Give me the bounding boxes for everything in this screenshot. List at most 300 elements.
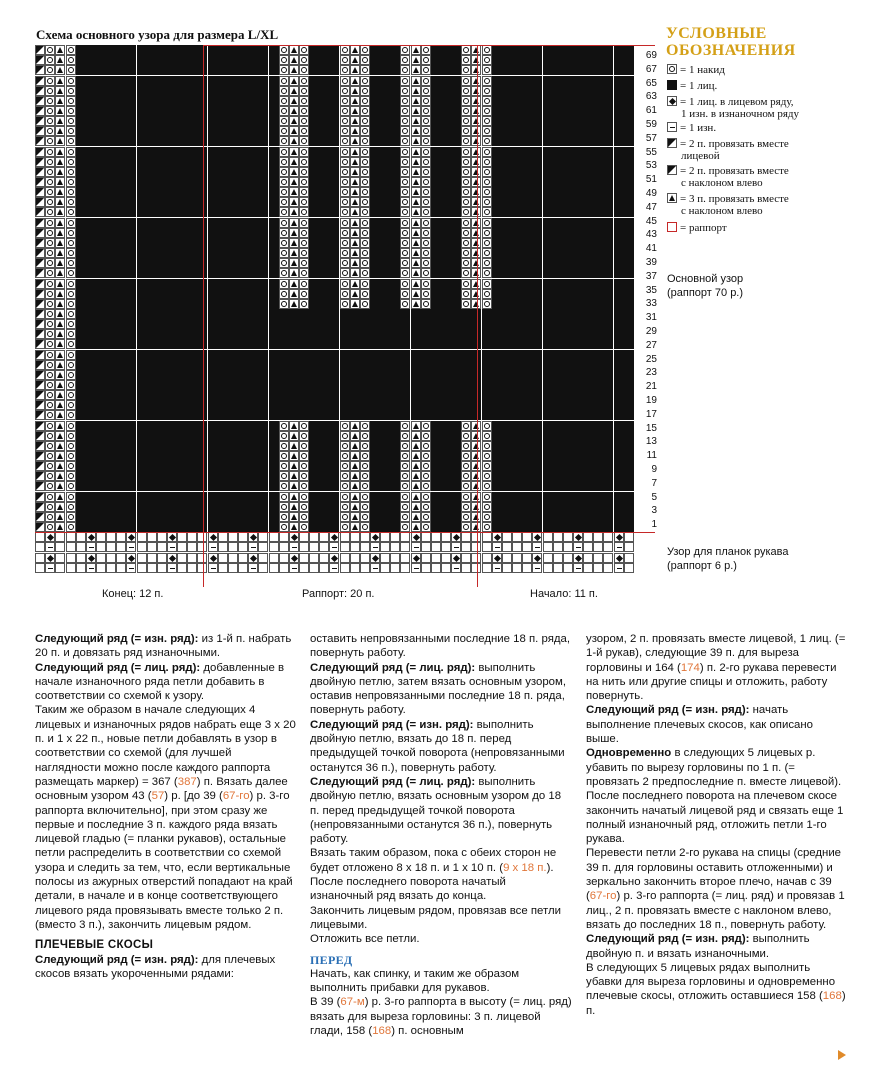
blank-stitch (147, 542, 157, 552)
knit-stitch (563, 197, 573, 207)
yarn-over (45, 187, 55, 197)
knit-stitch (532, 339, 542, 349)
knit-stitch (441, 76, 451, 86)
knit-stitch (360, 339, 370, 349)
knit-stitch (431, 289, 441, 299)
knit-stitch (593, 421, 603, 431)
knit-stitch (502, 177, 512, 187)
yarn-over (360, 228, 370, 238)
yarn-over (45, 360, 55, 370)
yarn-over (421, 451, 431, 461)
yarn-over (45, 299, 55, 309)
knit-stitch (340, 410, 350, 420)
knit-stitch (603, 96, 613, 106)
knit-stitch (96, 471, 106, 481)
knit-stitch (573, 126, 583, 136)
knit-stitch (461, 410, 471, 420)
knit-stitch (390, 207, 400, 217)
knit-stitch (258, 248, 268, 258)
knit-stitch (451, 421, 461, 431)
knit-stitch (573, 65, 583, 75)
knit-stitch (431, 218, 441, 228)
knit-stitch (593, 309, 603, 319)
knit-stitch (279, 390, 289, 400)
knit-stitch (177, 167, 187, 177)
knit-stitch (583, 441, 593, 451)
three-together (55, 147, 65, 157)
yarn-over (421, 96, 431, 106)
knit-stitch (258, 76, 268, 86)
knit-stitch (502, 55, 512, 65)
knit-stitch (116, 289, 126, 299)
knit-stitch (603, 218, 613, 228)
knit-stitch (614, 126, 624, 136)
three-together (55, 86, 65, 96)
blank-stitch (96, 553, 106, 563)
row-number: 11 (646, 450, 657, 462)
knit-stitch (431, 86, 441, 96)
knit-stitch (451, 319, 461, 329)
yarn-over (45, 380, 55, 390)
yarn-over (66, 502, 76, 512)
blank-stitch (461, 532, 471, 542)
blank-stitch (390, 532, 400, 542)
knit-stitch (360, 380, 370, 390)
knit-stitch (187, 309, 197, 319)
knit-stitch (228, 471, 238, 481)
knit-stitch (248, 218, 258, 228)
knit-stitch (492, 360, 502, 370)
knit-stitch (137, 197, 147, 207)
blank-stitch (603, 532, 613, 542)
knit-stitch (329, 512, 339, 522)
yarn-over (45, 116, 55, 126)
knit-stitch (512, 248, 522, 258)
yarn-over (299, 299, 309, 309)
knit-stitch (421, 339, 431, 349)
knit-stitch (614, 248, 624, 258)
knit-stitch (573, 218, 583, 228)
yarn-over (482, 86, 492, 96)
blank-stitch (543, 563, 553, 573)
knit-stitch (624, 481, 634, 491)
knit-stitch (370, 451, 380, 461)
knit-stitch (563, 177, 573, 187)
knit-stitch (147, 268, 157, 278)
knit-stitch (390, 96, 400, 106)
yarn-over (421, 248, 431, 258)
knit-stitch (309, 65, 319, 75)
knit-stitch (624, 492, 634, 502)
knit-stitch (461, 370, 471, 380)
yarn-over (482, 177, 492, 187)
knit-stitch (492, 238, 502, 248)
knit-stitch (563, 492, 573, 502)
knit-stitch (76, 147, 86, 157)
knit-stitch (390, 350, 400, 360)
knit-stitch (431, 431, 441, 441)
blank-stitch (258, 542, 268, 552)
yarn-over (299, 248, 309, 258)
knit-stitch (238, 512, 248, 522)
knit-stitch (603, 309, 613, 319)
knit-stitch (329, 157, 339, 167)
yarn-over (461, 512, 471, 522)
knit-stitch (502, 522, 512, 532)
knit-stitch (319, 116, 329, 126)
knit-stitch (461, 400, 471, 410)
yarn-over (66, 289, 76, 299)
yarn-over (400, 147, 410, 157)
knit-stitch (624, 207, 634, 217)
knit-stitch (451, 268, 461, 278)
knit-purl-stitch (126, 532, 136, 542)
yarn-over (482, 197, 492, 207)
knit-stitch (583, 76, 593, 86)
knit-stitch (279, 350, 289, 360)
knit-stitch (126, 258, 136, 268)
knit-stitch (177, 309, 187, 319)
knit-stitch (573, 228, 583, 238)
three-together (55, 309, 65, 319)
knit-stitch (167, 481, 177, 491)
knit-stitch (593, 522, 603, 532)
knit-stitch (126, 390, 136, 400)
knit-stitch (532, 177, 542, 187)
knit-stitch (76, 167, 86, 177)
knit-stitch (218, 268, 228, 278)
knit-stitch (147, 522, 157, 532)
three-together (289, 299, 299, 309)
knit-stitch (289, 360, 299, 370)
three-together (411, 218, 421, 228)
knit-stitch (614, 228, 624, 238)
knit-stitch (451, 116, 461, 126)
knit-stitch (543, 431, 553, 441)
yarn-over (461, 187, 471, 197)
knit-stitch (451, 370, 461, 380)
knit-stitch (522, 410, 532, 420)
knit-stitch (522, 380, 532, 390)
yarn-over (360, 421, 370, 431)
knit-stitch (441, 116, 451, 126)
knit-stitch (86, 167, 96, 177)
knit-stitch (532, 319, 542, 329)
knit-stitch (218, 187, 228, 197)
knit-stitch (279, 370, 289, 380)
knit-stitch (522, 238, 532, 248)
knit-stitch (522, 126, 532, 136)
blank-stitch (55, 563, 65, 573)
yarn-over (45, 502, 55, 512)
knit-stitch (76, 431, 86, 441)
knit-stitch (553, 299, 563, 309)
knit-stitch (116, 410, 126, 420)
yarn-over (461, 116, 471, 126)
yarn-over (279, 451, 289, 461)
knit-stitch (106, 360, 116, 370)
knit-stitch (269, 339, 279, 349)
knit-stitch (451, 400, 461, 410)
knit-stitch (269, 279, 279, 289)
blank-stitch (116, 532, 126, 542)
knit-stitch (532, 86, 542, 96)
knit-stitch (86, 421, 96, 431)
yarn-over (421, 197, 431, 207)
knit-stitch (248, 96, 258, 106)
knit-stitch (208, 76, 218, 86)
knit-stitch (441, 299, 451, 309)
knit-stitch (86, 197, 96, 207)
knit-stitch (329, 248, 339, 258)
label-end: Конец: 12 п. (102, 588, 164, 600)
knit-stitch (137, 451, 147, 461)
three-together (289, 228, 299, 238)
knit-stitch (370, 329, 380, 339)
knit-stitch (319, 522, 329, 532)
knit-stitch (228, 522, 238, 532)
knit-stitch (624, 136, 634, 146)
blank-stitch (309, 542, 319, 552)
knit-stitch (451, 309, 461, 319)
knit-stitch (624, 218, 634, 228)
blank-stitch (106, 553, 116, 563)
continue-arrow-icon (838, 1050, 846, 1060)
knit-stitch (96, 218, 106, 228)
knit-stitch (370, 258, 380, 268)
three-together (350, 512, 360, 522)
knit-stitch (157, 339, 167, 349)
knit-stitch (593, 147, 603, 157)
three-together (350, 197, 360, 207)
knit-stitch (532, 65, 542, 75)
knit-stitch (522, 471, 532, 481)
knit-stitch (492, 400, 502, 410)
knit-purl-stitch (573, 553, 583, 563)
knit-stitch (157, 502, 167, 512)
knit-stitch (532, 421, 542, 431)
knit-stitch (96, 512, 106, 522)
knit-stitch (157, 187, 167, 197)
yarn-over (461, 197, 471, 207)
knit-stitch (319, 421, 329, 431)
knit-stitch (208, 370, 218, 380)
knit-stitch (532, 410, 542, 420)
knit-stitch (116, 339, 126, 349)
knit-stitch (177, 65, 187, 75)
yarn-over (66, 197, 76, 207)
knit-stitch (126, 461, 136, 471)
blank-stitch (106, 542, 116, 552)
knit-stitch (492, 177, 502, 187)
knit-stitch (319, 431, 329, 441)
knit-stitch (228, 400, 238, 410)
yarn-over (421, 106, 431, 116)
yarn-over (340, 471, 350, 481)
knit-stitch (96, 289, 106, 299)
knit-stitch (614, 55, 624, 65)
two-together-left (35, 421, 45, 431)
knit-stitch (248, 177, 258, 187)
knit-stitch (299, 380, 309, 390)
three-together (55, 279, 65, 289)
knit-stitch (218, 65, 228, 75)
yarn-over (45, 76, 55, 86)
knit-stitch (238, 187, 248, 197)
knit-stitch (512, 400, 522, 410)
yarn-over (299, 65, 309, 75)
knit-stitch (96, 207, 106, 217)
knit-stitch (593, 65, 603, 75)
knit-stitch (96, 157, 106, 167)
knit-stitch (208, 421, 218, 431)
knit-stitch (553, 207, 563, 217)
three-together (55, 492, 65, 502)
knit-stitch (543, 248, 553, 258)
knit-stitch (390, 238, 400, 248)
knit-stitch (269, 492, 279, 502)
knit-stitch (96, 136, 106, 146)
knit-stitch (238, 451, 248, 461)
knit-stitch (208, 55, 218, 65)
blank-stitch (502, 553, 512, 563)
knit-stitch (553, 400, 563, 410)
yarn-over (421, 492, 431, 502)
two-together-left (35, 177, 45, 187)
knit-stitch (573, 279, 583, 289)
knit-stitch (614, 187, 624, 197)
three-together (55, 502, 65, 512)
purl-stitch (126, 563, 136, 573)
knit-stitch (461, 319, 471, 329)
knit-stitch (228, 299, 238, 309)
three-together (411, 289, 421, 299)
knit-stitch (319, 329, 329, 339)
knit-stitch (583, 410, 593, 420)
knit-stitch (177, 400, 187, 410)
three-together (289, 167, 299, 177)
knit-stitch (543, 268, 553, 278)
three-together (411, 451, 421, 461)
knit-stitch (380, 167, 390, 177)
knit-purl-stitch (86, 532, 96, 542)
knit-stitch (228, 157, 238, 167)
knit-stitch (441, 248, 451, 258)
knit-stitch (157, 45, 167, 55)
yarn-over (45, 279, 55, 289)
knit-stitch (218, 471, 228, 481)
yarn-over (340, 451, 350, 461)
knit-stitch (340, 319, 350, 329)
knit-stitch (319, 177, 329, 187)
knit-stitch (228, 218, 238, 228)
knit-stitch (543, 512, 553, 522)
knit-stitch (441, 45, 451, 55)
knit-stitch (76, 86, 86, 96)
row-number: 61 (645, 105, 657, 117)
purl-stitch (451, 563, 461, 573)
knit-stitch (167, 136, 177, 146)
knit-stitch (512, 45, 522, 55)
yarn-over (45, 410, 55, 420)
blank-stitch (76, 563, 86, 573)
yarn-over (400, 136, 410, 146)
knit-stitch (269, 461, 279, 471)
knit-stitch (116, 258, 126, 268)
yarn-over (66, 157, 76, 167)
knit-stitch (451, 451, 461, 461)
knit-stitch (512, 197, 522, 207)
knit-stitch (543, 218, 553, 228)
yarn-over (400, 238, 410, 248)
two-together-left (35, 207, 45, 217)
blank-stitch (55, 532, 65, 542)
knit-stitch (76, 461, 86, 471)
yarn-over (45, 258, 55, 268)
knit-stitch (106, 207, 116, 217)
knit-stitch (96, 147, 106, 157)
knit-purl-stitch (289, 553, 299, 563)
two-together-left (35, 390, 45, 400)
knit-stitch (167, 86, 177, 96)
knit-stitch (411, 360, 421, 370)
knit-stitch (106, 238, 116, 248)
yarn-over (482, 157, 492, 167)
knit-stitch (553, 441, 563, 451)
knit-stitch (512, 461, 522, 471)
knit-stitch (218, 76, 228, 86)
three-together (411, 65, 421, 75)
row-number: 19 (645, 395, 657, 406)
knit-stitch (309, 502, 319, 512)
yarn-over (45, 65, 55, 75)
knit-stitch (522, 218, 532, 228)
knit-stitch (543, 167, 553, 177)
knit-stitch (208, 522, 218, 532)
knit-stitch (431, 339, 441, 349)
yarn-over (340, 502, 350, 512)
knit-stitch (177, 197, 187, 207)
blank-stitch (238, 542, 248, 552)
knit-stitch (441, 207, 451, 217)
knit-stitch (603, 187, 613, 197)
yarn-over (299, 289, 309, 299)
knit-stitch (187, 228, 197, 238)
knit-stitch (380, 512, 390, 522)
knit-stitch (76, 55, 86, 65)
knit-stitch (218, 441, 228, 451)
knit-stitch (137, 481, 147, 491)
yarn-over (45, 218, 55, 228)
knit-stitch (431, 522, 441, 532)
yarn-over (279, 431, 289, 441)
knit-stitch (370, 360, 380, 370)
knit-stitch (309, 228, 319, 238)
yarn-over (461, 268, 471, 278)
knit-stitch (441, 471, 451, 481)
knit-stitch (187, 187, 197, 197)
knit-stitch (624, 319, 634, 329)
yarn-over (45, 197, 55, 207)
knit-stitch (553, 522, 563, 532)
blank-stitch (583, 563, 593, 573)
knit-stitch (218, 461, 228, 471)
knit-stitch (177, 55, 187, 65)
knit-stitch (380, 451, 390, 461)
knit-stitch (76, 65, 86, 75)
knit-stitch (187, 451, 197, 461)
yarn-over (421, 136, 431, 146)
